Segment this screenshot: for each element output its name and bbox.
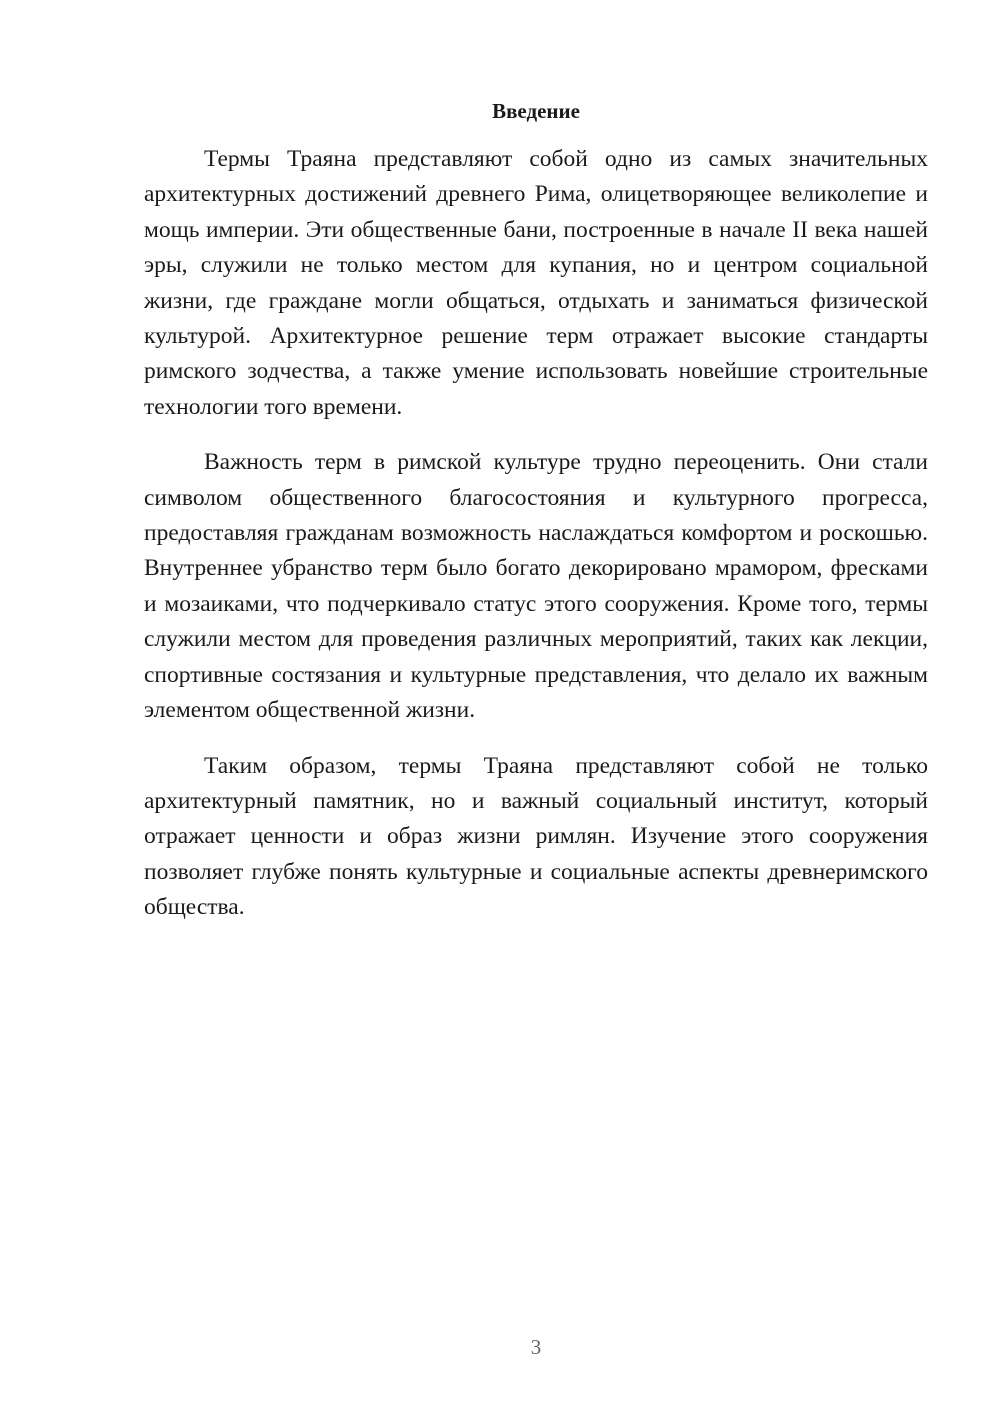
paragraph-1: Термы Траяна представляют собой одно из самых значительных архитектурных достижений древнего Рима, олицетворяющее великолепие и мощь империи. Эти общественные бани, построенные в начале II века нашей эры, служили не только местом для купания, но и центром социальной жизни, где граждане могли общаться, отдыхать и заниматься физической культурой. Архитектурное решение терм отражает высокие стандарты римского зодчества, а также умение использовать новейшие строительные технологии того времени. (144, 146, 928, 420)
page-number: 3 (530, 1335, 542, 1359)
body-text (144, 142, 928, 946)
section-heading: Введение (492, 99, 580, 123)
paragraph-3: Таким образом, термы Траяна представляют собой не только архитектурный памятник, но и важный социальный институт, который отражает ценности и образ жизни римлян. Изучение этого сооружения позволяет глубже понять культурные и социальные аспекты древнеримского общества. (144, 752, 928, 921)
paragraph-2: Важность терм в римской культуре трудно переоценить. Они стали символом общественного благосостояния и культурного прогресса, предоставляя гражданам возможность наслаждаться комфортом и роскошью. Внутреннее убранство терм было богато декорировано мрамором, фресками и мозаиками, что подчеркивало статус этого сооружения. Кроме того, термы служили местом для проведения различных мероприятий, таких как лекции, спортивные состязания и культурные представления, что делало их важным элементом общественной жизни. (144, 449, 928, 724)
